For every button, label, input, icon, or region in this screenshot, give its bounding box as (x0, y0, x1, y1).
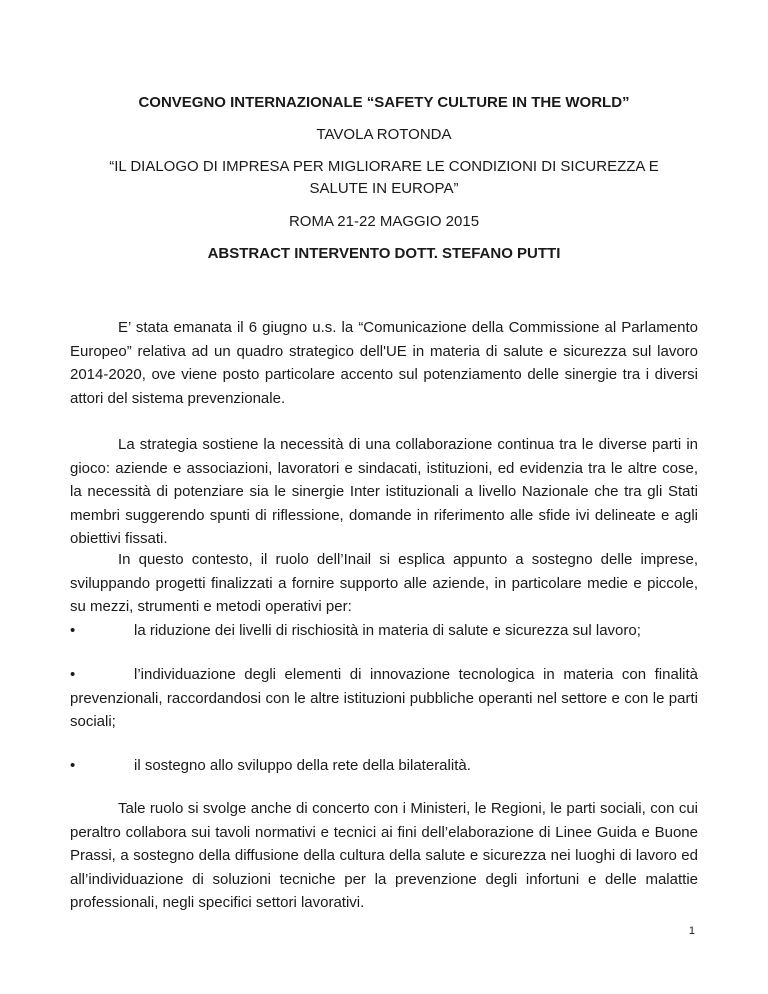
paragraph-4-text: Tale ruolo si svolge anche di concerto con i Ministeri, le Regioni, le parti sociali, con cui peraltro collabora sui tavoli normativi e tecnici ai fini dell’elaborazione di Linee Guida e Buone Prassi, a sostegno della diffusione della cultura della salute e sicurezza nei luoghi di lavoro ed all’individuazione di soluzioni tecniche per la prevenzione degli infortuni e delle malattie professionali, negli specifici settori lavorativi. (70, 800, 698, 911)
abstract-title: ABSTRACT INTERVENTO DOTT. STEFANO PUTTI (207, 245, 561, 262)
paragraph-3 (70, 548, 698, 619)
paragraph-1-text: E’ stata emanata il 6 giugno u.s. la “Comunicazione della Commissione al Parlamento Europeo” relativa ad un quadro strategico dell'UE in materia di salute e sicurezza sul lavoro 2014-2020, ove viene posto particolare accento sul potenziamento delle sinergie tra i diversi attori del sistema prevenzionale. (70, 319, 698, 407)
paragraph-2 (70, 433, 698, 551)
bullet-text: la riduzione dei livelli di rischiosità in materia di salute e sicurezza sul lavoro; (134, 622, 641, 639)
paragraph-4 (70, 797, 698, 915)
bullet-mark: • (70, 757, 76, 774)
bullet-mark: • (70, 622, 76, 639)
list-item (70, 663, 698, 734)
page-number: 1 (688, 925, 695, 937)
list-item (70, 754, 698, 778)
list-item (70, 619, 698, 643)
bullet-text: il sostegno allo sviluppo della rete della bilateralità. (134, 757, 471, 774)
paragraph-3-text: In questo contesto, il ruolo dell’Inail si esplica appunto a sostegno delle imprese, sviluppando progetti finalizzati a fornire supporto alle aziende, in particolare medie e piccole, su mezzi, strumenti e metodi operativi per: (70, 551, 698, 615)
bullet-mark: • (70, 666, 76, 683)
bullet-text: l’individuazione degli elementi di innovazione tecnologica in materia con finalità prevenzionali, raccordandosi con le altre istituzioni pubbliche operanti nel settore e con le parti sociali; (70, 666, 698, 730)
round-table-label: TAVOLA ROTONDA (316, 126, 452, 143)
paragraph-1 (70, 316, 698, 410)
topic-title: “IL DIALOGO DI IMPRESA PER MIGLIORARE LE CONDIZIONI DI SICUREZZA E SALUTE IN EUROPA” (109, 158, 659, 197)
date-place: ROMA 21-22 MAGGIO 2015 (288, 213, 480, 230)
conference-title: CONVEGNO INTERNAZIONALE “SAFETY CULTURE IN THE WORLD” (138, 94, 630, 111)
paragraph-2-text: La strategia sostiene la necessità di una collaborazione continua tra le diverse parti in gioco: aziende e associazioni, lavoratori e sindacati, istituzioni, ed evidenzia tra le altre cose, la necessità di potenziare sia le sinergie Inter istituzionali a livello Nazionale che tra gli Stati membri suggerendo spunti di riflessione, domande in riferimento alle sfide ivi delineate e agli obiettivi fissati. (70, 436, 698, 547)
